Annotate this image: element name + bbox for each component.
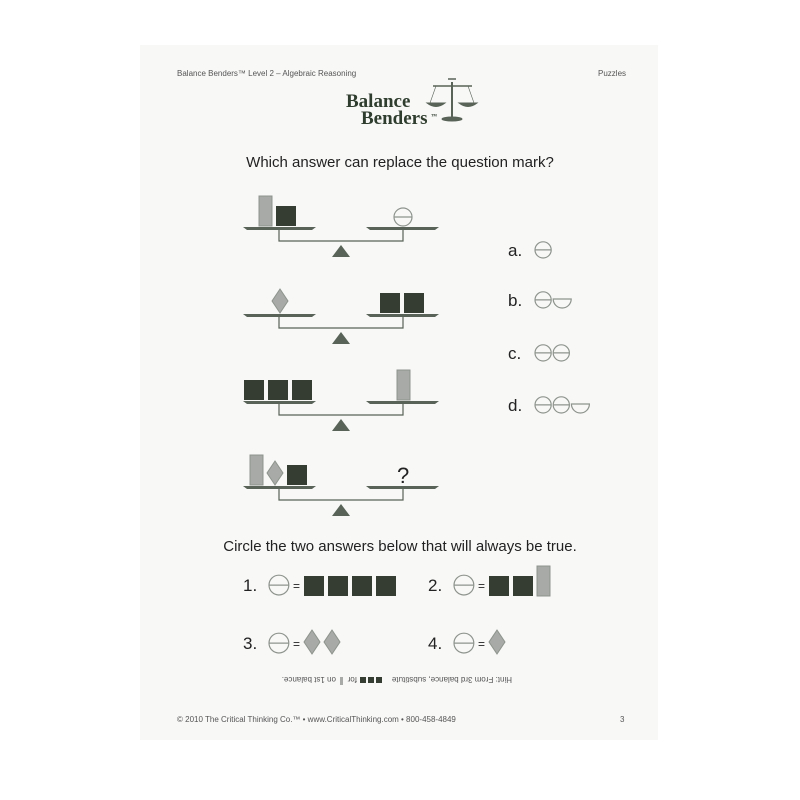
square-shape	[352, 576, 372, 596]
tall-bar-shape	[397, 370, 410, 400]
choice-label: a.	[508, 241, 523, 260]
square-shape	[244, 380, 264, 400]
right-pan	[366, 401, 439, 404]
page-number: 3	[620, 715, 625, 724]
circle-shape	[535, 345, 551, 361]
left-pan-items	[244, 380, 312, 400]
circle-shape	[269, 575, 289, 595]
left-pan	[243, 227, 316, 230]
circle-shape	[394, 208, 412, 226]
diamond-shape	[304, 630, 320, 654]
balance-puzzles	[243, 196, 439, 516]
answer-choice[interactable]	[508, 396, 589, 415]
circle-shape	[454, 575, 474, 595]
balance-benders-logo	[346, 79, 477, 129]
header-title: Balance Benders™ Level 2 – Algebraic Reasoning	[177, 69, 357, 78]
choice-label: b.	[508, 291, 523, 310]
tall-bar-shape	[259, 196, 272, 226]
square-shape	[404, 293, 424, 313]
statement-label: 1.	[243, 576, 258, 595]
tall-bar-shape	[250, 455, 263, 485]
choice-label: d.	[508, 396, 523, 415]
statement-option[interactable]	[243, 575, 396, 596]
upside-down-hint	[282, 675, 512, 685]
circle-shape	[454, 633, 474, 653]
diamond-shape	[324, 630, 340, 654]
logo-line1: Balance	[346, 91, 411, 112]
second-prompt: Circle the two answers below that will always be true.	[223, 538, 577, 555]
circle-shape	[269, 633, 289, 653]
square-shape	[268, 380, 288, 400]
answer-choice[interactable]	[508, 291, 571, 310]
equals-sign: =	[478, 637, 486, 651]
circle-shape	[553, 345, 569, 361]
statements	[243, 566, 550, 654]
hint-part1: Hint: From 3rd balance, substitute	[391, 675, 512, 684]
balance-scale	[243, 370, 439, 431]
circle-shape	[553, 397, 569, 413]
fulcrum-triangle-icon	[332, 245, 350, 257]
square-shape	[292, 380, 312, 400]
right-pan-items	[394, 208, 412, 226]
balance-scale	[243, 289, 439, 344]
answer-choices	[508, 241, 589, 415]
half-circle-shape	[553, 299, 571, 308]
statement-label: 2.	[428, 576, 443, 595]
right-pan	[366, 314, 439, 317]
footer-copyright: © 2010 The Critical Thinking Co.™ • www.CriticalThinking.com • 800-458-4849	[177, 715, 456, 724]
beam	[279, 489, 403, 500]
right-pan-items	[380, 293, 424, 313]
statement-option[interactable]	[243, 630, 340, 654]
square-shape	[328, 576, 348, 596]
square-shape	[287, 465, 307, 485]
right-pan-items	[397, 463, 409, 488]
equals-sign: =	[293, 579, 301, 593]
statement-option[interactable]	[428, 630, 505, 654]
bar-icon	[340, 677, 343, 685]
statement-label: 4.	[428, 634, 443, 653]
left-pan	[243, 486, 316, 489]
fulcrum-triangle-icon	[332, 332, 350, 344]
beam	[279, 404, 403, 415]
left-pan-items	[250, 455, 307, 485]
square-shape	[513, 576, 533, 596]
circle-shape	[535, 397, 551, 413]
hint-part3: on 1st balance.	[281, 675, 336, 684]
beam	[279, 317, 403, 328]
answer-choice[interactable]	[508, 344, 569, 363]
tall-bar-shape	[537, 566, 550, 596]
equals-sign: =	[293, 637, 301, 651]
left-pan	[243, 314, 316, 317]
half-circle-shape	[571, 404, 589, 413]
choice-label: c.	[508, 344, 522, 363]
left-pan-items	[259, 196, 296, 226]
circle-shape	[535, 292, 551, 308]
question-prompt: Which answer can replace the question mark?	[246, 154, 554, 171]
beam	[279, 230, 403, 241]
circle-shape	[535, 242, 551, 258]
hint-part2: for	[347, 675, 357, 684]
header-section: Puzzles	[598, 69, 627, 78]
square-shape	[376, 576, 396, 596]
logo-tm: ™	[431, 114, 437, 120]
fulcrum-triangle-icon	[332, 504, 350, 516]
square-shape	[304, 576, 324, 596]
fulcrum-triangle-icon	[332, 419, 350, 431]
square-shape	[489, 576, 509, 596]
logo-line2: Benders	[361, 108, 428, 129]
right-pan	[366, 227, 439, 230]
balance-scale	[243, 196, 439, 257]
three-squares-icon	[360, 677, 382, 683]
answer-choice[interactable]	[508, 241, 551, 260]
statement-option[interactable]	[428, 566, 550, 596]
left-pan	[243, 401, 316, 404]
right-pan-items	[397, 370, 410, 400]
balance-scale	[243, 455, 439, 516]
diamond-shape	[267, 461, 283, 485]
diamond-shape	[489, 630, 505, 654]
square-shape	[380, 293, 400, 313]
diamond-shape	[272, 289, 288, 313]
question-mark: ?	[397, 463, 410, 488]
statement-label: 3.	[243, 634, 258, 653]
equals-sign: =	[478, 579, 486, 593]
left-pan-items	[272, 289, 288, 313]
square-shape	[276, 206, 296, 226]
